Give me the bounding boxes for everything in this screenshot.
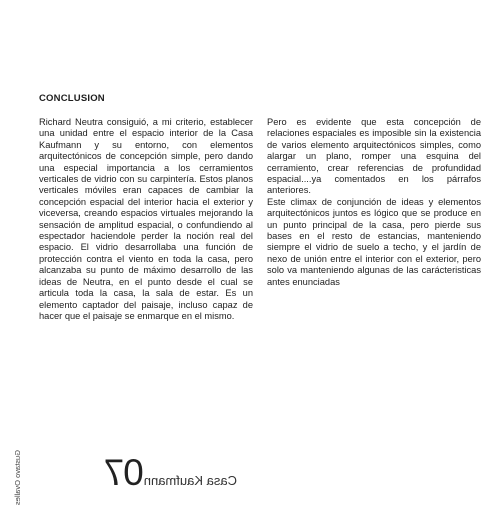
left-text-column [39, 117, 253, 322]
page-number: 07 [104, 452, 144, 493]
body-paragraph: Pero es evidente que esta concepción de relaciones espaciales es imposible sin la existencia de varios elemento arquitectónicos simples, como alargar un plano, romper una esquina del cerramiento, crear referencias de profundidad espacial....ya comentados en los párrafos anteriores. [267, 117, 481, 196]
body-paragraph: Este climax de conjunción de ideas y elementos arquitectónicos juntos es lógico que se produce en un punto principal de la casa, pero pierde sus bases en el resto de estancias, manteniendo siempre el vidrio de suelo a techo, y el jardín de nexo de unión entre el interior con el exterior, pero solo va manteniendo algunas de las carácteristicas antes enunciadas [267, 196, 481, 287]
section-heading: CONCLUSION [39, 93, 105, 104]
page-footer [105, 452, 247, 492]
footer-title: Casa Kaufmann [143, 473, 237, 488]
author-name: Gustavo Ovalles [13, 450, 22, 505]
right-text-column [267, 117, 481, 288]
body-paragraph: Richard Neutra consiguió, a mi criterio, establecer una unidad entre el espacio interior de la Casa Kaufmann y su entorno, con elementos arquitectónicos de concepción simple, pero dando una especial importancia a los cerramientos verticales de vidrio con su carpintería. Estos planos verticales móviles eran capaces de cambiar la concepción espacial del interior hacia el exterior y viceversa, creando espacios virtuales mejorando la sensación de amplitud espacial, o confundiendo al espectador haciendole perder la noción real del espacio. El vidrio desarrollaba una función de protección contra el viento en toda la casa, pero alcanzaba su punto de máximo desarrollo de las ideas de Neutra, en el punto desde el cual se articula toda la casa, la sala de estar. Es un elemento captador del paisaje, incluso capaz de hacer que el paisaje se enmarque en el mismo. [39, 117, 253, 321]
